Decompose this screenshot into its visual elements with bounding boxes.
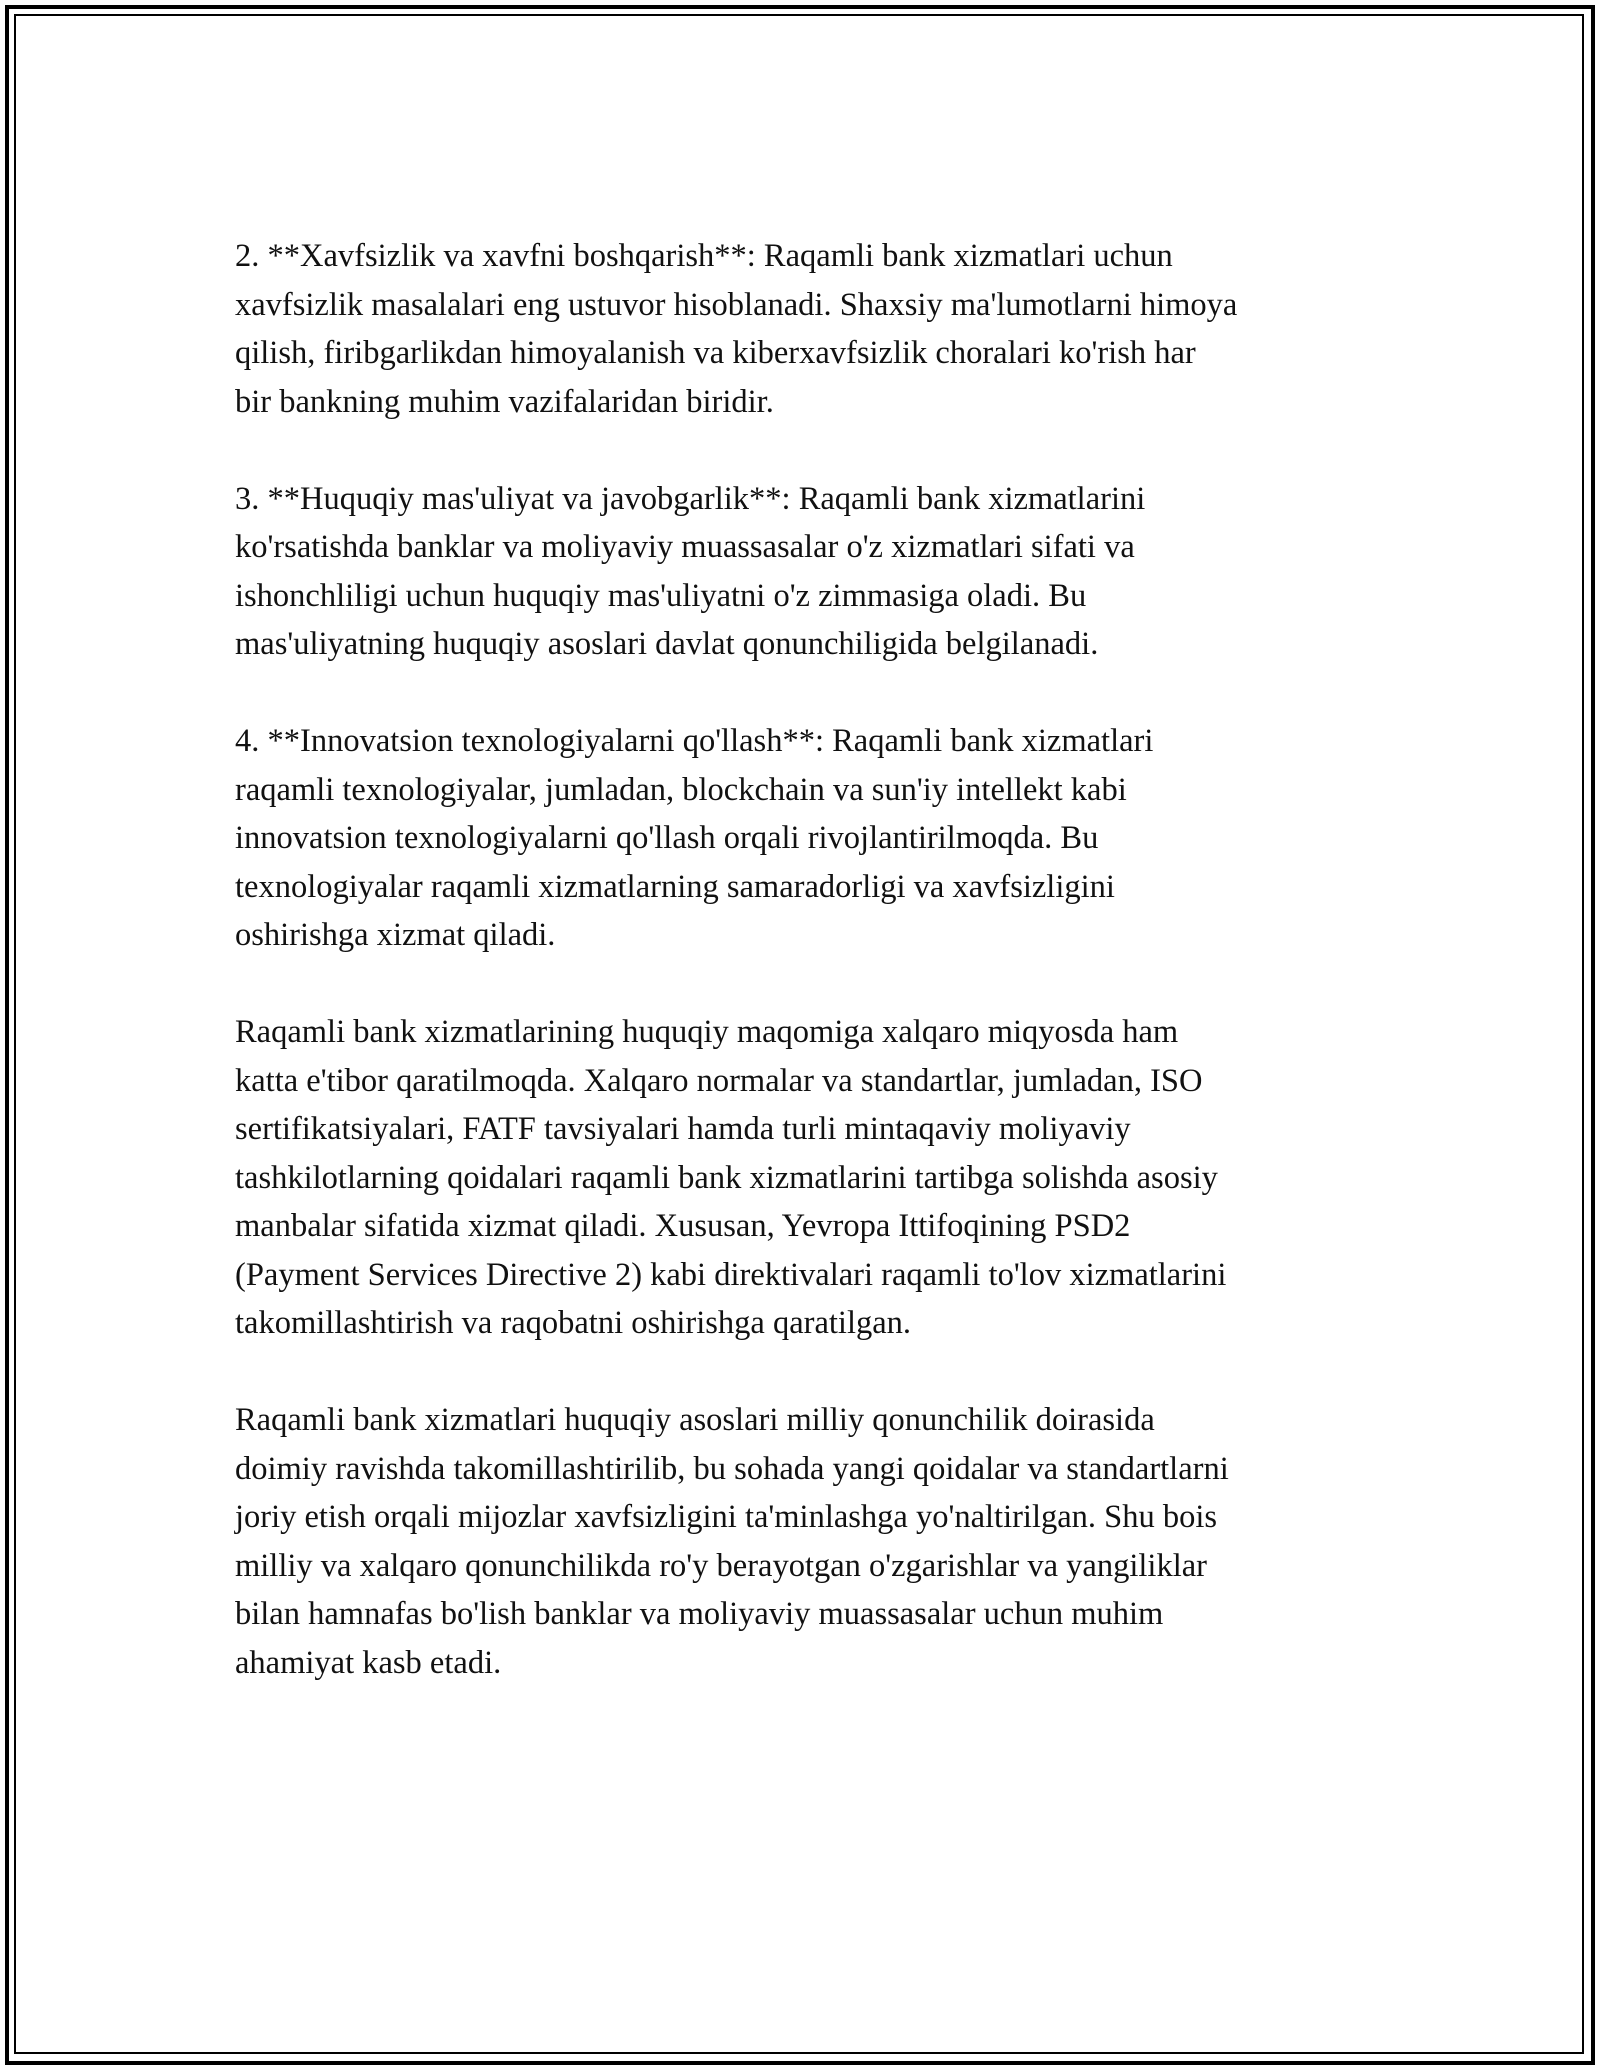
paragraph-security: 2. **Xavfsizlik va xavfni boshqarish**: Raqamli bank xizmatlari uchun xavfsizlik masalalari eng ustuvor hisoblanadi. Shaxsiy ma'lumotlarni himoya qilish, firibgarlikdan himoyalanish va kiberxavfsizlik choralari ko'rish har bir bankning muhim vazifalaridan biridir. xyxy=(235,238,1238,420)
paragraph-legal-responsibility: 3. **Huquqiy mas'uliyat va javobgarlik**: Raqamli bank xizmatlarini ko'rsatishda banklar va moliyaviy muassasalar o'z xizmatlari sifati va ishonchliligi uchun huquqiy mas'uliyatni o'z zimmasiga oladi. Bu mas'uliyatning huquqiy asoslari davlat qonunchiligida belgilanadi. xyxy=(235,480,1146,662)
paragraph-international-standards: Raqamli bank xizmatlarining huquqiy maqomiga xalqaro miqyosda ham katta e'tibor qaratilmoqda. Xalqaro normalar va standartlar, jumladan, ISO sertifikatsiyalari, FATF tavsiyalari hamda turli mintaqaviy moliyaviy tashkilotlarning qoidalari raqamli bank xizmatlarini tartibga solishda asosiy manbalar sifatida xizmat qiladi. Xususan, Yevropa Ittifoqining PSD2 (Payment Services Directive 2) kabi direktivalari raqamli to'lov xizmatlarini takomillashtirish va raqobatni oshirishga qaratilgan. xyxy=(235,1014,1227,1341)
paragraph-national-legislation: Raqamli bank xizmatlari huquqiy asoslari milliy qonunchilik doirasida doimiy ravishda takomillashtirilib, bu sohada yangi qoidalar va standartlarni joriy etish orqali mijozlar xavfsizligini ta'minlashga yo'naltirilgan. Shu bois milliy va xalqaro qonunchilikda ro'y berayotgan o'zgarishlar va yangiliklar bilan hamnafas bo'lish banklar va moliyaviy muassasalar uchun muhim ahamiyat kasb etadi. xyxy=(235,1402,1229,1681)
paragraph-innovative-technologies: 4. **Innovatsion texnologiyalarni qo'llash**: Raqamli bank xizmatlari raqamli texnologiyalar, jumladan, blockchain va sun'iy intellekt kabi innovatsion texnologiyalarni qo'llash orqali rivojlantirilmoqda. Bu texnologiyalar raqamli xizmatlarning samaradorligi va xavfsizligini oshirishga xizmat qiladi. xyxy=(235,723,1154,953)
document-body xyxy=(235,232,1385,1687)
